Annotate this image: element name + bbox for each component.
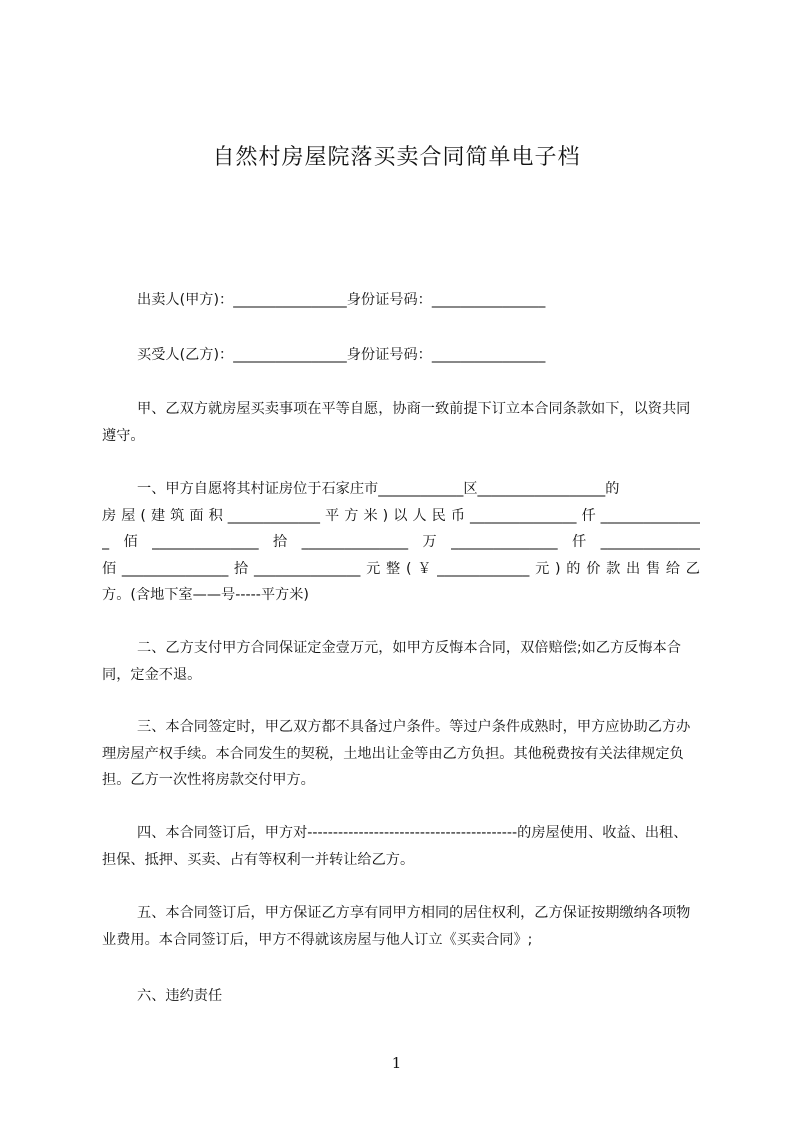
seller-line: 出卖人(甲方)：________________身份证号码：________________ — [137, 292, 546, 308]
clause-1 — [102, 476, 700, 609]
clause-1-line: _佰_______________拾_______________万_______________仟______________ — [102, 534, 700, 550]
clause-2: 二、乙方支付甲方合同保证定金壹万元，如甲方反悔本合同，双倍赔偿;如乙方反悔本合同，定金不退。 — [102, 640, 681, 683]
clause-1-line: 方。(含地下室——号-----平方米) — [102, 587, 309, 603]
preamble-paragraph: 甲、乙双方就房屋买卖事项在平等自愿，协商一致前提下订立本合同条款如下，以资共同遵守。 — [102, 401, 691, 444]
clause-6-heading: 六、违约责任 — [137, 988, 223, 1004]
document-title: 自然村房屋院落买卖合同简单电子档 — [212, 145, 581, 170]
clause-1-line: 房屋(建筑面积_____________平方米)以人民币_______________仟______________ — [102, 507, 700, 524]
clause-4: 四、本合同签订后，甲方对-----------------------------------------的房屋使用、收益、出租、担保、抵押、买卖、占有等权利一并转让给乙方。 — [102, 825, 688, 868]
clause-5: 五、本合同签订后，甲方保证乙方享有同甲方相同的居住权利，乙方保证按期缴纳各项物业费用。本合同签订后，甲方不得就该房屋与他人订立《买卖合同》; — [102, 905, 691, 948]
buyer-line: 买受人(乙方)：________________身份证号码：________________ — [137, 347, 546, 363]
page-number: 1 — [391, 1054, 402, 1072]
clause-1-line: 一、甲方自愿将其村证房位于石家庄市____________区__________________的 — [137, 481, 620, 497]
clause-3: 三、本合同签定时，甲乙双方都不具备过户条件。等过户条件成熟时，甲方应协助乙方办理房屋产权手续。本合同发生的契税，土地出让金等由乙方负担。其他税费按有关法律规定负担。乙方一次性将房款交付甲方。 — [102, 719, 691, 788]
clause-1-line: 佰_______________拾_______________元整(￥_____________元)的价款出售给乙 — [102, 560, 700, 577]
